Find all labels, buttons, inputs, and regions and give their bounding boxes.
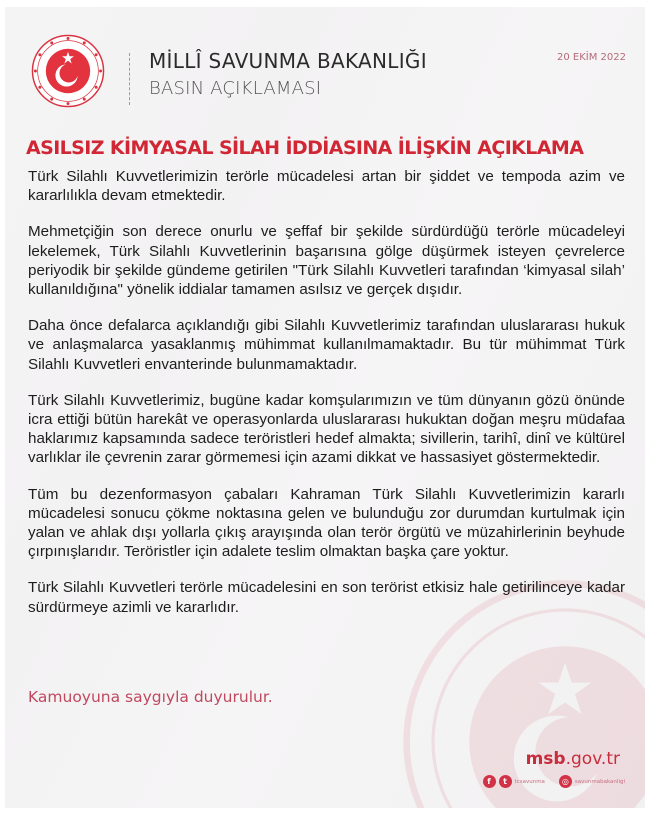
- site-domain-bold: msb: [525, 749, 566, 769]
- paragraph: Mehmetçiğin son derece onurlu ve şeffaf bir şekilde sürdürdüğü terörle mücadeleyi lekelemek, Türk Silahlı Kuvvetlerinin başarısına gölge düşürmek isteyen çevrelerce periyodik bir şekilde gündeme getirilen "Türk Silahlı Kuvvetleri tarafından ‘kimyasal silah’ kullanıldığına" yönelik iddialar tamamen asılsız ve gerçek dışıdır.: [28, 223, 625, 299]
- social-links: [483, 775, 625, 788]
- header-divider: [129, 53, 130, 105]
- site-domain-suffix: .gov.tr: [565, 749, 620, 769]
- instagram-icon[interactable]: ◎: [559, 775, 572, 788]
- ministry-seal-icon: [31, 34, 105, 108]
- website-link[interactable]: [526, 749, 620, 769]
- paragraph: Türk Silahlı Kuvvetleri terörle mücadelesini en son terörist etkisiz hale getirilinceye kadar sürdürmeye azimli ve kararlıdır.: [28, 579, 625, 616]
- twitter-handle[interactable]: tcsavunma: [514, 778, 545, 785]
- release-date: 20 EKİM 2022: [557, 52, 626, 63]
- document-body: [28, 167, 625, 634]
- facebook-icon[interactable]: f: [483, 775, 496, 788]
- twitter-icon[interactable]: t: [499, 775, 512, 788]
- document-title: ASILSIZ KİMYASAL SİLAH İDDİASINA İLİŞKİN AÇIKLAMA: [26, 137, 584, 159]
- organization-name: MİLLÎ SAVUNMA BAKANLIĞI: [149, 49, 427, 73]
- paragraph: Daha önce defalarca açıklandığı gibi Silahlı Kuvvetlerimiz tarafından uluslararası hukuk ve anlaşmalarca yasaklanmış mühimmat kullanılmamaktadır. Bu tür mühimmat Türk Silahlı Kuvvetleri envanterinde bulunmamaktadır.: [28, 317, 625, 373]
- paragraph: Türk Silahlı Kuvvetlerimiz, bugüne kadar komşularımızın ve tüm dünyanın gözü önünde icra ettiği bütün harekât ve operasyonlarda uluslararası hukuktan doğan meşru müdafaa haklarımız kapsamında sadece teröristleri hedef almakta; sivillerin, tarihî, dinî ve kültürel varlıklar ile çevrenin zarar görmemesi için azami dikkat ve hassasiyet göstermektedir.: [28, 391, 625, 467]
- closing-statement: Kamuoyuna saygıyla duyurulur.: [28, 688, 273, 706]
- paragraph: Türk Silahlı Kuvvetlerimizin terörle mücadelesi artan bir şiddet ve tempoda azim ve kararlılıkla devam etmektedir.: [28, 168, 625, 205]
- document-type: BASIN AÇIKLAMASI: [149, 78, 322, 99]
- paragraph: Tüm bu dezenformasyon çabaları Kahraman Türk Silahlı Kuvvetlerimizin kararlı mücadelesi sonucu çökme noktasına gelen ve bulunduğu zor durumdan kurtulmak için yalan ve ahlak dışı yollarla çıkış arayışında olan terör örgütü ve müzahirlerinin beyhude çırpınışlarıdır. Teröristler için adalete teslim olmaktan başka çare yoktur.: [28, 485, 625, 561]
- press-release-card: [5, 7, 645, 808]
- instagram-handle[interactable]: savunmabakanligi: [574, 778, 625, 785]
